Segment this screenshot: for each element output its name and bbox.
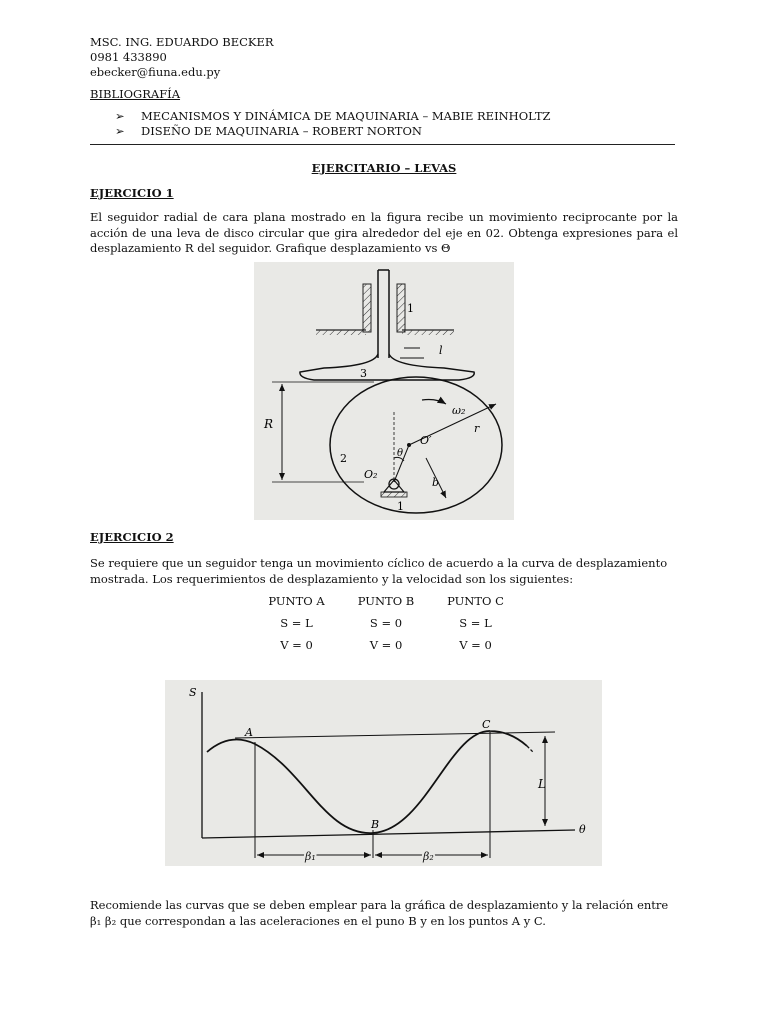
table-cell: S = L: [459, 616, 492, 630]
text-line: desplazamiento R del seguidor. Grafique desplazamiento vs Θ: [90, 241, 451, 255]
displacement-curve-figure: [165, 680, 602, 866]
exercise-2-text: [90, 556, 668, 587]
guide-left-hatch: [363, 284, 371, 332]
label-1-bottom: 1: [397, 500, 404, 513]
label-A: A: [245, 726, 253, 739]
label-r: r: [474, 422, 480, 435]
bibliography-item-text: MECANISMOS Y DINÁMICA DE MAQUINARIA – MABIE REINHOLTZ: [141, 109, 551, 123]
table-cell: S = L: [280, 616, 313, 630]
label-R: R: [264, 417, 274, 431]
bibliography-item-text: DISEÑO DE MAQUINARIA – ROBERT NORTON: [141, 124, 422, 138]
bullet-arrow-icon: ➢: [115, 124, 125, 138]
table-cell: V = 0: [280, 638, 313, 652]
author-email[interactable]: ebecker@fiuna.edu.py: [90, 65, 221, 79]
exercise-1-text: [90, 210, 678, 257]
bullet-arrow-icon: ➢: [115, 109, 125, 123]
bibliography-item: [115, 109, 551, 124]
table-cell: S = 0: [369, 616, 403, 630]
label-beta1: β₁: [305, 850, 316, 863]
label-S: S: [189, 686, 197, 699]
text-line: El seguidor radial de cara plana mostrado en la figura recibe un movimiento reciprocante por la: [90, 210, 678, 224]
label-2: 2: [340, 452, 347, 465]
label-b: b: [432, 476, 440, 489]
label-C: C: [482, 718, 491, 731]
label-l: l: [439, 344, 443, 357]
follower-face: [300, 354, 474, 380]
exercise-2-question: [90, 898, 669, 929]
cam-follower-figure: [254, 262, 514, 520]
table-cell: V = 0: [459, 638, 492, 652]
cam-disc: [330, 377, 502, 513]
exercise-1-title: EJERCICIO 1: [90, 186, 174, 200]
cam-follower-drawing: [254, 262, 514, 520]
divider: [90, 144, 675, 145]
guide-right-hatch: [397, 284, 405, 332]
author-phone: 0981 433890: [90, 50, 167, 64]
bibliography-item: [115, 124, 422, 139]
text-line: mostrada. Los requerimientos de desplazamiento y la velocidad son los siguientes:: [90, 571, 574, 586]
table-header: PUNTO A: [268, 594, 325, 608]
label-L: L: [538, 777, 546, 791]
label-beta2: β₂: [423, 850, 434, 863]
text-line: acción de una leva de disco circular que gira alrededor del eje en 02. Obtenga expresiones para el: [90, 225, 678, 240]
table-cell: V = 0: [369, 638, 403, 652]
label-O-prime: O′: [420, 434, 432, 447]
label-B: B: [371, 818, 380, 831]
label-omega: ω₂: [452, 404, 466, 417]
requirements-table: [250, 590, 522, 656]
label-theta: θ: [397, 448, 404, 459]
table-header: PUNTO C: [447, 594, 504, 608]
text-line: Recomiende las curvas que se deben emplear para la gráfica de desplazamiento y la relación entre: [90, 898, 669, 912]
label-3: 3: [360, 367, 367, 380]
text-line: Se requiere que un seguidor tenga un movimiento cíclico de acuerdo a la curva de desplazamiento: [90, 556, 668, 570]
label-O2: O₂: [364, 468, 378, 481]
text-line: β₁ β₂ que correspondan a las aceleraciones en el puno B y en los puntos A y C.: [90, 913, 546, 928]
table-header: PUNTO B: [357, 594, 415, 608]
page-title: EJERCITARIO – LEVAS: [311, 161, 457, 175]
theta-axis: [202, 830, 575, 838]
label-1-top: 1: [407, 302, 414, 315]
exercise-2-title: EJERCICIO 2: [90, 530, 174, 544]
label-theta-axis: θ: [579, 823, 586, 836]
author-name: MSC. ING. EDUARDO BECKER: [90, 35, 274, 49]
displacement-curve-drawing: [165, 680, 602, 866]
bibliography-title: BIBLIOGRAFÍA: [90, 87, 181, 101]
